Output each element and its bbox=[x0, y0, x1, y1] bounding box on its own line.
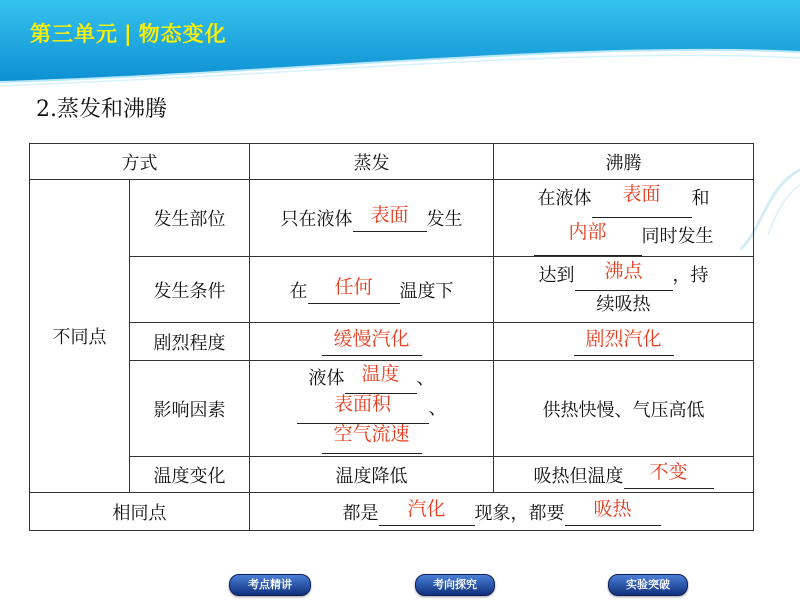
answer-text: 汽化 bbox=[407, 497, 446, 520]
boil-intensity-cell bbox=[494, 323, 754, 361]
answer-text: 表面 bbox=[622, 183, 661, 205]
table-row-factors bbox=[30, 361, 754, 457]
answer-blank bbox=[575, 261, 673, 291]
table-row-location bbox=[30, 180, 754, 257]
nav-button-key-points[interactable]: 考点精讲 bbox=[229, 574, 311, 596]
answer-text: 表面 bbox=[370, 204, 409, 226]
title-separator: | bbox=[124, 22, 133, 46]
answer-text: 不变 bbox=[649, 460, 688, 483]
answer-blank bbox=[297, 394, 429, 424]
row-label: 温度变化 bbox=[130, 457, 250, 493]
row-label: 发生条件 bbox=[130, 257, 250, 323]
row-label: 剧烈程度 bbox=[130, 323, 250, 361]
evap-condition-cell: 在 任何 温度下 bbox=[250, 257, 494, 323]
group-label-differences: 不同点 bbox=[30, 180, 130, 493]
header-title bbox=[30, 18, 227, 48]
answer-blank bbox=[574, 328, 674, 356]
section-title: 2.蒸发和沸腾 bbox=[36, 97, 167, 122]
answer-text: 空气流速 bbox=[333, 422, 410, 445]
boil-condition-cell: 达到 沸点 ，持 续吸热 bbox=[494, 257, 754, 323]
header-boiling: 沸腾 bbox=[494, 144, 754, 180]
nav-button-exam-trends[interactable]: 考向探究 bbox=[415, 574, 495, 596]
evap-location-cell: 只在液体 表面 发生 bbox=[250, 180, 494, 257]
row-label: 影响因素 bbox=[130, 361, 250, 457]
answer-blank bbox=[322, 328, 422, 356]
answer-text: 沸点 bbox=[604, 259, 643, 282]
answer-blank bbox=[534, 218, 642, 256]
header-evaporation: 蒸发 bbox=[250, 144, 494, 180]
evap-temperature-cell: 温度降低 bbox=[250, 457, 494, 493]
header-banner bbox=[0, 0, 800, 88]
table-row-condition bbox=[30, 257, 754, 323]
answer-blank bbox=[624, 461, 714, 489]
nav-button-experiments[interactable]: 实验突破 bbox=[608, 574, 688, 596]
answer-text: 温度 bbox=[361, 362, 400, 385]
table-row-intensity bbox=[30, 323, 754, 361]
boil-factors-cell: 供热快慢、气压高低 bbox=[494, 361, 754, 457]
answer-text: 表面积 bbox=[333, 392, 391, 415]
answer-text: 内部 bbox=[568, 221, 607, 243]
answer-blank bbox=[379, 498, 475, 526]
evap-intensity-cell bbox=[250, 323, 494, 361]
comparison-table bbox=[29, 143, 754, 531]
evap-factors-cell: 液体 温度 、 表面积 、 空气流速 bbox=[250, 361, 494, 457]
answer-text: 剧烈汽化 bbox=[585, 327, 662, 350]
table-row-same bbox=[30, 493, 754, 531]
topic-label: 物态变化 bbox=[138, 22, 227, 46]
boil-temperature-cell: 吸热但温度 不变 bbox=[494, 457, 754, 493]
header-method: 方式 bbox=[30, 144, 250, 180]
answer-text: 吸热 bbox=[593, 497, 632, 520]
boil-location-cell: 在液体 表面 和 内部 同时发生 bbox=[494, 180, 754, 257]
answer-text: 缓慢汽化 bbox=[333, 327, 410, 350]
unit-label: 第三单元 bbox=[30, 22, 118, 46]
answer-blank bbox=[592, 180, 692, 218]
same-cell: 都是 汽化 现象，都要 吸热 bbox=[250, 493, 754, 531]
answer-blank bbox=[308, 276, 400, 304]
row-label: 发生部位 bbox=[130, 180, 250, 257]
table-header-row bbox=[30, 144, 754, 180]
answer-blank bbox=[322, 424, 422, 454]
answer-blank bbox=[565, 498, 661, 526]
answer-blank bbox=[345, 364, 417, 394]
table-row-temperature bbox=[30, 457, 754, 493]
answer-blank bbox=[353, 204, 427, 232]
answer-text: 任何 bbox=[334, 275, 373, 298]
row-label-same: 相同点 bbox=[30, 493, 250, 531]
